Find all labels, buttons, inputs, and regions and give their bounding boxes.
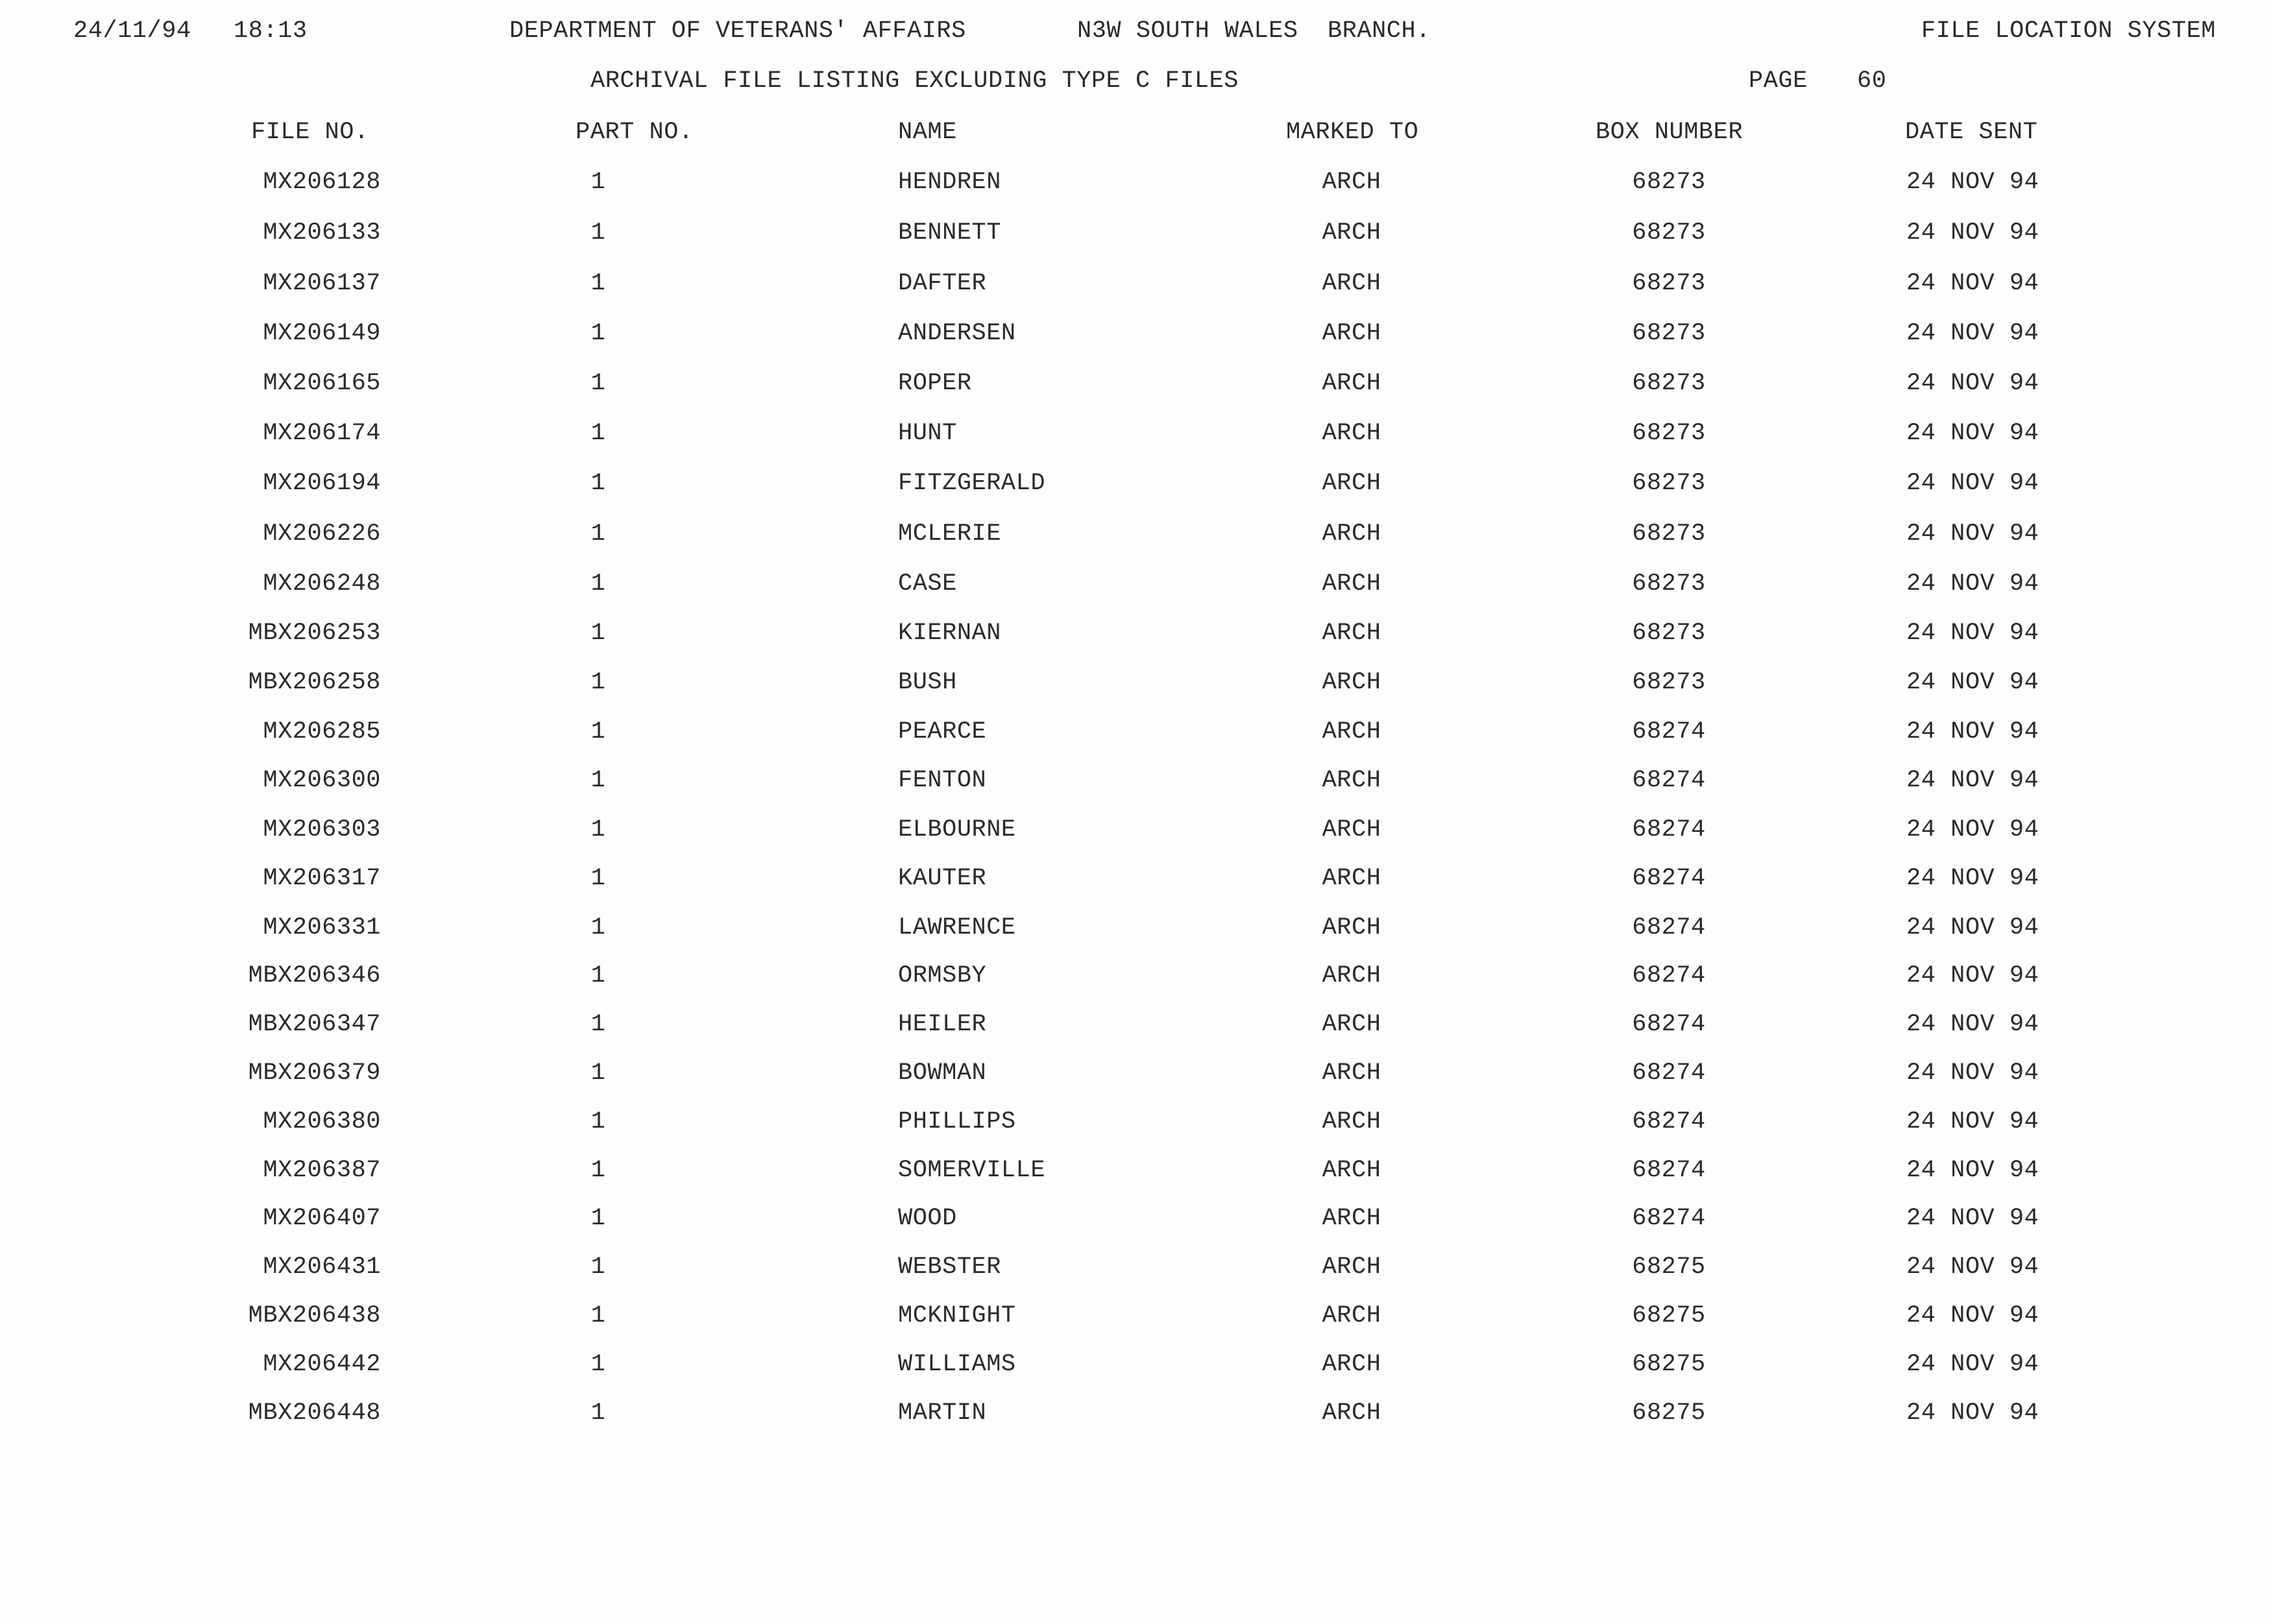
cell-marked-to: ARCH	[1322, 1351, 1381, 1378]
cell-marked-to: ARCH	[1322, 420, 1381, 447]
cell-file-no: MX206226	[263, 520, 381, 548]
cell-file-no: MX206300	[263, 767, 381, 794]
cell-box-number: 68274	[1632, 865, 1706, 892]
cell-name: ELBOURNE	[898, 816, 1016, 843]
cell-part-no: 1	[590, 1400, 606, 1427]
cell-name: PEARCE	[898, 718, 987, 745]
cell-part-no: 1	[590, 270, 606, 297]
cell-marked-to: ARCH	[1322, 1205, 1381, 1232]
cell-marked-to: ARCH	[1322, 962, 1381, 989]
cell-file-no: MBX206346	[248, 962, 381, 989]
cell-file-no: MX206149	[263, 320, 381, 347]
cell-box-number: 68273	[1632, 219, 1706, 247]
cell-box-number: 68275	[1632, 1254, 1706, 1281]
cell-part-no: 1	[590, 370, 606, 397]
cell-date-sent: 24 NOV 94	[1906, 1108, 2039, 1135]
cell-name: FENTON	[898, 767, 987, 794]
cell-name: MCKNIGHT	[898, 1302, 1016, 1329]
cell-date-sent: 24 NOV 94	[1906, 865, 2039, 892]
cell-box-number: 68274	[1632, 914, 1706, 941]
cell-part-no: 1	[590, 816, 606, 843]
cell-box-number: 68274	[1632, 767, 1706, 794]
cell-marked-to: ARCH	[1322, 370, 1381, 397]
cell-date-sent: 24 NOV 94	[1906, 962, 2039, 989]
cell-file-no: MX206407	[263, 1205, 381, 1232]
cell-file-no: MX206137	[263, 270, 381, 297]
column-header-marked-to: MARKED TO	[1286, 119, 1419, 146]
branch-name: N3W SOUTH WALES BRANCH.	[1077, 18, 1431, 45]
cell-marked-to: ARCH	[1322, 914, 1381, 941]
cell-box-number: 68273	[1632, 520, 1706, 548]
cell-name: PHILLIPS	[898, 1108, 1016, 1135]
cell-date-sent: 24 NOV 94	[1906, 669, 2039, 696]
cell-file-no: MX206431	[263, 1254, 381, 1281]
cell-date-sent: 24 NOV 94	[1906, 1400, 2039, 1427]
system-name: FILE LOCATION SYSTEM	[1921, 18, 2216, 45]
cell-name: MARTIN	[898, 1400, 987, 1427]
cell-name: FITZGERALD	[898, 470, 1046, 497]
cell-name: ORMSBY	[898, 962, 987, 989]
cell-marked-to: ARCH	[1322, 620, 1381, 647]
cell-part-no: 1	[590, 1205, 606, 1232]
cell-file-no: MBX206448	[248, 1400, 381, 1427]
cell-name: SOMERVILLE	[898, 1157, 1046, 1184]
cell-file-no: MBX206253	[248, 620, 381, 647]
cell-file-no: MX206331	[263, 914, 381, 941]
cell-part-no: 1	[590, 718, 606, 745]
cell-box-number: 68274	[1632, 718, 1706, 745]
cell-box-number: 68273	[1632, 320, 1706, 347]
cell-file-no: MX206248	[263, 570, 381, 598]
cell-box-number: 68273	[1632, 570, 1706, 598]
cell-box-number: 68274	[1632, 1108, 1706, 1135]
cell-part-no: 1	[590, 914, 606, 941]
cell-date-sent: 24 NOV 94	[1906, 718, 2039, 745]
cell-name: CASE	[898, 570, 957, 598]
cell-box-number: 68274	[1632, 1205, 1706, 1232]
cell-date-sent: 24 NOV 94	[1906, 914, 2039, 941]
page-label: PAGE	[1749, 67, 1808, 95]
cell-part-no: 1	[590, 219, 606, 247]
column-header-name: NAME	[898, 119, 957, 146]
cell-name: KIERNAN	[898, 620, 1001, 647]
cell-name: BENNETT	[898, 219, 1001, 247]
cell-file-no: MBX206379	[248, 1060, 381, 1087]
cell-date-sent: 24 NOV 94	[1906, 570, 2039, 598]
cell-box-number: 68275	[1632, 1302, 1706, 1329]
cell-part-no: 1	[590, 320, 606, 347]
cell-part-no: 1	[590, 1302, 606, 1329]
cell-file-no: MX206387	[263, 1157, 381, 1184]
cell-box-number: 68273	[1632, 370, 1706, 397]
cell-box-number: 68275	[1632, 1400, 1706, 1427]
cell-name: HEILER	[898, 1011, 987, 1038]
cell-name: DAFTER	[898, 270, 987, 297]
cell-date-sent: 24 NOV 94	[1906, 320, 2039, 347]
cell-file-no: MX206133	[263, 219, 381, 247]
cell-marked-to: ARCH	[1322, 718, 1381, 745]
cell-file-no: MX206165	[263, 370, 381, 397]
cell-marked-to: ARCH	[1322, 520, 1381, 548]
print-time: 18:13	[234, 18, 308, 45]
cell-date-sent: 24 NOV 94	[1906, 520, 2039, 548]
cell-file-no: MX206380	[263, 1108, 381, 1135]
cell-part-no: 1	[590, 1108, 606, 1135]
cell-name: HUNT	[898, 420, 957, 447]
cell-file-no: MBX206258	[248, 669, 381, 696]
cell-name: HENDREN	[898, 169, 1001, 196]
cell-part-no: 1	[590, 570, 606, 598]
cell-part-no: 1	[590, 169, 606, 196]
column-header-file-no: FILE NO.	[251, 119, 369, 146]
cell-marked-to: ARCH	[1322, 1011, 1381, 1038]
cell-marked-to: ARCH	[1322, 1108, 1381, 1135]
cell-box-number: 68273	[1632, 470, 1706, 497]
cell-file-no: MX206442	[263, 1351, 381, 1378]
cell-date-sent: 24 NOV 94	[1906, 1011, 2039, 1038]
cell-box-number: 68274	[1632, 1157, 1706, 1184]
cell-marked-to: ARCH	[1322, 570, 1381, 598]
cell-marked-to: ARCH	[1322, 865, 1381, 892]
cell-name: ROPER	[898, 370, 972, 397]
cell-date-sent: 24 NOV 94	[1906, 420, 2039, 447]
cell-date-sent: 24 NOV 94	[1906, 620, 2039, 647]
cell-name: KAUTER	[898, 865, 987, 892]
cell-date-sent: 24 NOV 94	[1906, 1254, 2039, 1281]
cell-marked-to: ARCH	[1322, 470, 1381, 497]
cell-marked-to: ARCH	[1322, 320, 1381, 347]
cell-part-no: 1	[590, 520, 606, 548]
cell-file-no: MX206303	[263, 816, 381, 843]
cell-box-number: 68273	[1632, 669, 1706, 696]
cell-box-number: 68273	[1632, 620, 1706, 647]
cell-box-number: 68275	[1632, 1351, 1706, 1378]
department-name: DEPARTMENT OF VETERANS' AFFAIRS	[509, 18, 966, 45]
cell-marked-to: ARCH	[1322, 816, 1381, 843]
cell-marked-to: ARCH	[1322, 1302, 1381, 1329]
cell-box-number: 68273	[1632, 169, 1706, 196]
cell-name: BUSH	[898, 669, 957, 696]
cell-part-no: 1	[590, 865, 606, 892]
cell-part-no: 1	[590, 767, 606, 794]
cell-part-no: 1	[590, 1254, 606, 1281]
cell-date-sent: 24 NOV 94	[1906, 1060, 2039, 1087]
cell-name: MCLERIE	[898, 520, 1001, 548]
cell-file-no: MX206194	[263, 470, 381, 497]
column-header-part-no: PART NO.	[576, 119, 694, 146]
cell-marked-to: ARCH	[1322, 1060, 1381, 1087]
cell-box-number: 68274	[1632, 962, 1706, 989]
cell-box-number: 68274	[1632, 1011, 1706, 1038]
cell-marked-to: ARCH	[1322, 1157, 1381, 1184]
cell-date-sent: 24 NOV 94	[1906, 169, 2039, 196]
cell-part-no: 1	[590, 1351, 606, 1378]
cell-file-no: MBX206438	[248, 1302, 381, 1329]
cell-date-sent: 24 NOV 94	[1906, 1351, 2039, 1378]
cell-box-number: 68274	[1632, 816, 1706, 843]
cell-marked-to: ARCH	[1322, 219, 1381, 247]
cell-file-no: MX206285	[263, 718, 381, 745]
cell-name: LAWRENCE	[898, 914, 1016, 941]
cell-file-no: MX206174	[263, 420, 381, 447]
page-number: 60	[1857, 67, 1887, 95]
cell-marked-to: ARCH	[1322, 1400, 1381, 1427]
cell-part-no: 1	[590, 420, 606, 447]
cell-date-sent: 24 NOV 94	[1906, 816, 2039, 843]
cell-part-no: 1	[590, 620, 606, 647]
column-header-date-sent: DATE SENT	[1905, 119, 2038, 146]
cell-file-no: MBX206347	[248, 1011, 381, 1038]
column-header-box-number: BOX NUMBER	[1596, 119, 1743, 146]
cell-marked-to: ARCH	[1322, 270, 1381, 297]
cell-box-number: 68273	[1632, 270, 1706, 297]
cell-marked-to: ARCH	[1322, 767, 1381, 794]
cell-file-no: MX206317	[263, 865, 381, 892]
cell-date-sent: 24 NOV 94	[1906, 470, 2039, 497]
cell-part-no: 1	[590, 1060, 606, 1087]
cell-part-no: 1	[590, 470, 606, 497]
cell-date-sent: 24 NOV 94	[1906, 219, 2039, 247]
cell-name: ANDERSEN	[898, 320, 1016, 347]
cell-date-sent: 24 NOV 94	[1906, 270, 2039, 297]
print-date: 24/11/94	[73, 18, 191, 45]
cell-name: BOWMAN	[898, 1060, 987, 1087]
cell-box-number: 68273	[1632, 420, 1706, 447]
cell-part-no: 1	[590, 962, 606, 989]
cell-file-no: MX206128	[263, 169, 381, 196]
cell-part-no: 1	[590, 1157, 606, 1184]
cell-name: WOOD	[898, 1205, 957, 1232]
cell-marked-to: ARCH	[1322, 669, 1381, 696]
listing-title: ARCHIVAL FILE LISTING EXCLUDING TYPE C FILES	[590, 67, 1239, 95]
cell-marked-to: ARCH	[1322, 1254, 1381, 1281]
cell-box-number: 68274	[1632, 1060, 1706, 1087]
cell-date-sent: 24 NOV 94	[1906, 1302, 2039, 1329]
cell-part-no: 1	[590, 669, 606, 696]
cell-date-sent: 24 NOV 94	[1906, 767, 2039, 794]
cell-date-sent: 24 NOV 94	[1906, 1205, 2039, 1232]
cell-marked-to: ARCH	[1322, 169, 1381, 196]
cell-part-no: 1	[590, 1011, 606, 1038]
cell-name: WILLIAMS	[898, 1351, 1016, 1378]
cell-date-sent: 24 NOV 94	[1906, 370, 2039, 397]
cell-date-sent: 24 NOV 94	[1906, 1157, 2039, 1184]
cell-name: WEBSTER	[898, 1254, 1001, 1281]
